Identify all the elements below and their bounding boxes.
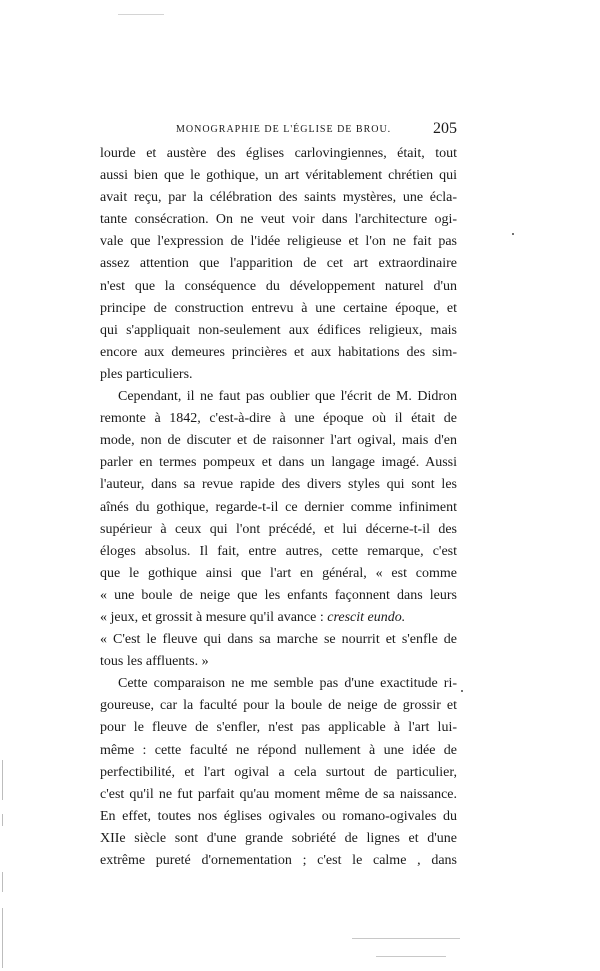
text-line: aînés du gothique, regarde-t-il ce dernier comme infiniment bbox=[100, 499, 457, 515]
text-line-with-quote bbox=[100, 607, 457, 629]
bottom-edge-mark bbox=[352, 938, 460, 939]
text-line: Cette comparaison ne me semble pas d'une exactitude ri- bbox=[118, 676, 457, 692]
text-line: qui s'appliquait non-seulement aux édifices religieux, mais bbox=[100, 322, 457, 338]
text-line: ples particuliers. bbox=[100, 366, 193, 382]
text-line: vale que l'expression de l'idée religieuse et l'on ne fait pas bbox=[100, 234, 457, 250]
text-line: « une boule de neige que les enfants façonnent dans leurs bbox=[100, 587, 457, 603]
text-line: En effet, toutes nos églises ogivales ou romano-ogivales du bbox=[100, 808, 457, 824]
text-line: extrême pureté d'ornementation ; c'est le calme , dans bbox=[100, 853, 457, 868]
bottom-edge-mark bbox=[376, 956, 446, 957]
text-line: avait reçu, par la célébration des saints mystères, une écla- bbox=[100, 190, 457, 206]
scan-edge-mark bbox=[2, 760, 3, 800]
text-line: encore aux demeures princières et aux habitations des sim- bbox=[100, 344, 457, 360]
latin-phrase: crescit eundo. bbox=[327, 609, 406, 625]
text-line: assez attention que l'apparition de cet art extraordinaire bbox=[100, 256, 457, 272]
text-line: mode, non de discuter et de raisonner l'art ogival, mais d'en bbox=[100, 433, 457, 449]
text-line: tante consécration. On ne veut voir dans l'architecture ogi- bbox=[100, 212, 457, 228]
text-line: pour le fleuve de s'enfler, n'est pas applicable à l'art lui- bbox=[100, 720, 457, 736]
text-line: c'est qu'il ne fut parfait qu'au moment même de sa naissance. bbox=[100, 786, 457, 802]
text-line: « C'est le fleuve qui dans sa marche se nourrit et s'enfle de bbox=[100, 632, 457, 648]
text-line: tous les affluents. » bbox=[100, 654, 209, 670]
text-line: supérieur à ceux qui l'ont précédé, et lui décerne-t-il des bbox=[100, 521, 457, 537]
text-line: principe de construction entrevu à une certaine époque, et bbox=[100, 300, 457, 316]
margin-speck bbox=[512, 233, 514, 235]
text-line: que le gothique ainsi que l'art en général, « est comme bbox=[100, 565, 457, 581]
page-number: 205 bbox=[433, 120, 457, 137]
text-line: XIIe siècle sont d'une grande sobriété de lignes et d'une bbox=[100, 830, 457, 846]
text-line: remonte à 1842, c'est-à-dire à une époque où il était de bbox=[100, 411, 457, 427]
margin-speck bbox=[461, 690, 463, 692]
text-line: perfectibilité, et l'art ogival a cela surtout de particulier, bbox=[100, 764, 457, 780]
scan-edge-mark bbox=[2, 908, 3, 968]
top-edge-mark bbox=[118, 14, 164, 15]
text-line: lourde et austère des églises carlovingiennes, était, tout bbox=[100, 146, 457, 161]
scan-edge-mark bbox=[2, 872, 3, 892]
scan-edge-mark bbox=[2, 814, 3, 826]
text-line: goureuse, car la faculté pour la boule de neige de grossir et bbox=[100, 698, 457, 714]
running-head bbox=[100, 120, 457, 140]
text-line: éloges absolus. Il fait, entre autres, cette remarque, c'est bbox=[100, 543, 457, 559]
text-line: l'auteur, dans sa revue rapide des divers styles qui sont les bbox=[100, 477, 457, 493]
body-text bbox=[100, 143, 457, 872]
running-title: MONOGRAPHIE DE L'ÉGLISE DE BROU. bbox=[176, 124, 392, 135]
text-line: même : cette faculté ne répond nullement à une idée de bbox=[100, 742, 457, 758]
text-line: n'est que la conséquence du développement naturel d'un bbox=[100, 278, 457, 294]
text-line: aussi bien que le gothique, un art véritablement chrétien qui bbox=[100, 168, 457, 184]
text-line: parler en termes pompeux et dans un langage imagé. Aussi bbox=[100, 455, 457, 471]
text-line: Cependant, il ne faut pas oublier que l'écrit de M. Didron bbox=[118, 389, 457, 405]
quote-text: « jeux, et grossit à mesure qu'il avance : bbox=[100, 609, 324, 625]
